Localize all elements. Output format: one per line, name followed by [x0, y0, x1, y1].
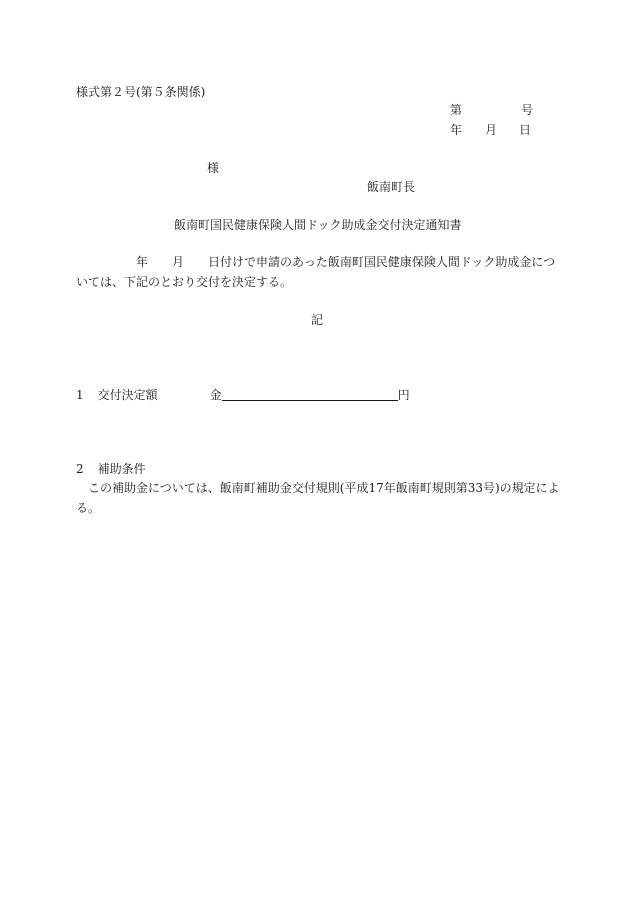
- issuer: 飯南町長: [367, 180, 416, 194]
- item1-number: 1: [76, 388, 84, 402]
- amount-blank-line: [222, 388, 398, 401]
- item1-row: [76, 388, 410, 401]
- date-year: 年: [450, 123, 463, 137]
- intro-year: 年: [136, 255, 149, 269]
- item1-label: 交付決定額: [97, 388, 158, 402]
- item2-label: 補助条件: [97, 462, 146, 476]
- item2-paragraph: この補助金については、飯南町補助金交付規則(平成17年飯南町規則第33号)の規定による。: [76, 481, 560, 515]
- ki-heading: 記: [311, 313, 324, 327]
- document-title: 飯南町国民健康保険人間ドック助成金交付決定通知書: [174, 218, 462, 232]
- number-prefix: 第: [450, 103, 463, 117]
- number-suffix: 号: [521, 103, 534, 117]
- item2-heading: [76, 463, 146, 475]
- intro-paragraph: [76, 252, 562, 292]
- intro-month: 月: [172, 255, 185, 269]
- intro-text: 日付けで申請のあった飯南町国民健康保険人間ドック助成金については、下記のとおり交付を決定する。: [76, 255, 556, 289]
- item1-suffix: 円: [397, 388, 410, 402]
- date-month: 月: [485, 123, 498, 137]
- form-label: 様式第２号(第５条関係): [76, 85, 206, 99]
- item2-number: 2: [76, 462, 84, 476]
- recipient-suffix: 様: [207, 161, 220, 175]
- date-day: 日: [519, 123, 532, 137]
- item1-prefix: 金: [209, 388, 222, 402]
